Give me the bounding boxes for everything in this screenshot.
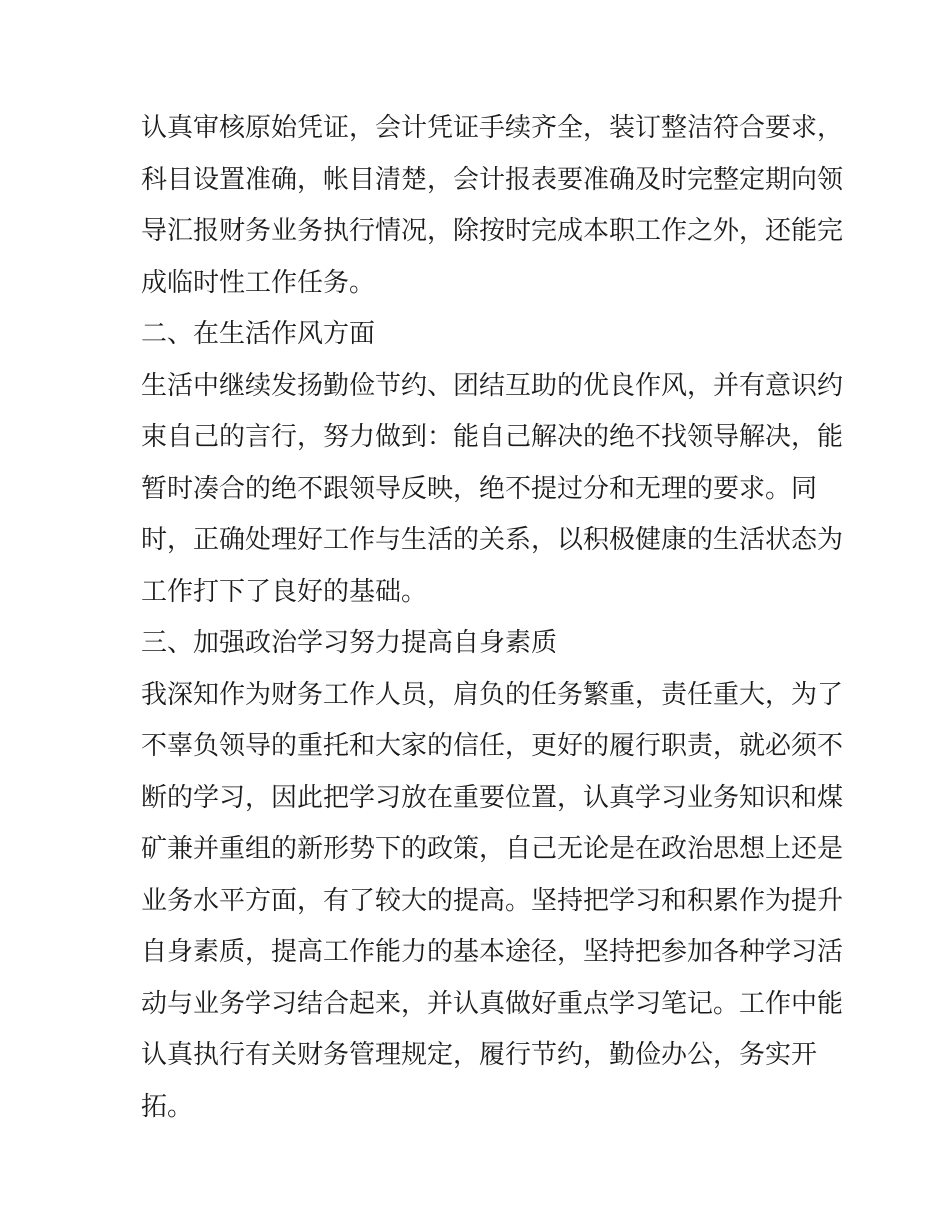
- paragraph-2-line-1: 生活中继续发扬勤俭节约、团结互助的优良作风，并有意识约: [141, 370, 844, 401]
- paragraph-2-line-4: 时，正确处理好工作与生活的关系，以积极健康的生活状态为: [141, 525, 844, 555]
- paragraph-1-line-1: 认真审核原始凭证，会计凭证手续齐全，装订整洁符合要求，: [141, 113, 844, 143]
- paragraph-3-line-7: 动与业务学习结合起来，并认真做好重点学习笔记。工作中能: [141, 988, 844, 1019]
- document-body: [141, 103, 844, 1133]
- paragraph-3-line-6: 自身素质，提高工作能力的基本途径，坚持把参加各种学习活: [141, 937, 844, 967]
- paragraph-1-line-4: 成临时性工作任务。: [141, 267, 376, 298]
- paragraph-3-line-2: 不辜负领导的重托和大家的信任，更好的履行职责，就必须不: [141, 731, 844, 761]
- section-heading-2: 二、在生活作风方面: [141, 319, 376, 349]
- paragraph-3-line-8: 认真执行有关财务管理规定，履行节约，勤俭办公，务实开: [141, 1040, 818, 1070]
- paragraph-3-line-3: 断的学习，因此把学习放在重要位置，认真学习业务知识和煤: [141, 782, 844, 813]
- paragraph-3-line-1: 我深知作为财务工作人员，肩负的任务繁重，责任重大，为了: [141, 679, 844, 710]
- paragraph-2-line-5: 工作打下了良好的基础。: [141, 576, 428, 607]
- paragraph-3-line-4: 矿兼并重组的新形势下的政策，自己无论是在政治思想上还是: [141, 834, 844, 864]
- paragraph-3-line-5: 业务水平方面，有了较大的提高。坚持把学习和积累作为提升: [141, 885, 844, 916]
- paragraph-1-line-3: 导汇报财务业务执行情况，除按时完成本职工作之外，还能完: [141, 216, 844, 246]
- paragraph-2-line-2: 束自己的言行，努力做到：能自己解决的绝不找领导解决，能: [141, 422, 844, 452]
- paragraph-3-line-9: 拓。: [141, 1091, 194, 1122]
- paragraph-1-line-2: 科目设置准确，帐目清楚，会计报表要准确及时完整定期向领: [141, 164, 844, 195]
- section-heading-3: 三、加强政治学习努力提高自身素质: [141, 628, 558, 658]
- paragraph-2-line-3: 暂时凑合的绝不跟领导反映，绝不提过分和无理的要求。同: [141, 473, 818, 504]
